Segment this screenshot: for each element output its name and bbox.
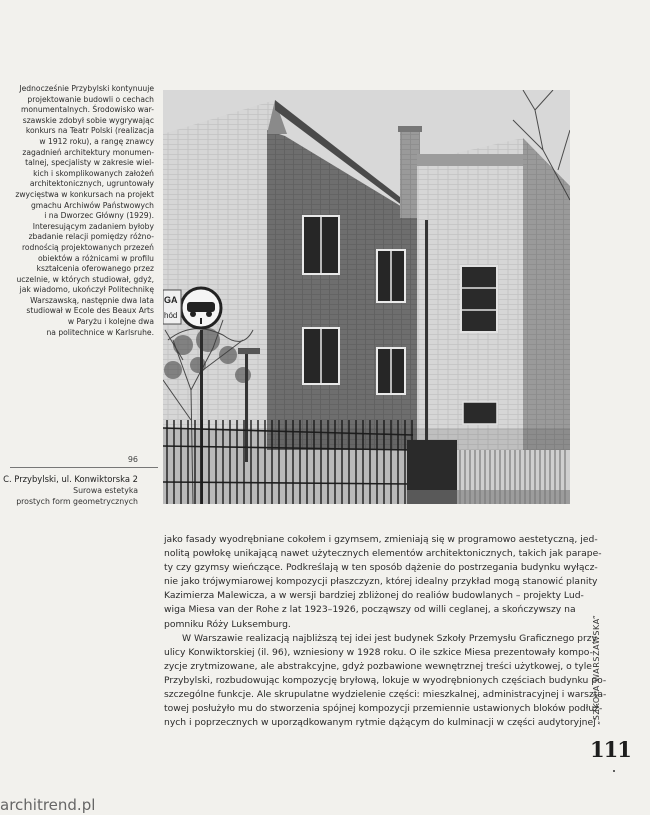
body-line: ty czy gzymsy wieńczące. Podkreślają w ten sposób dążenie do postrzegania budynku wyłącz- [164,562,598,574]
side-note-line: projektowanie budowli o cechach [27,94,154,104]
side-note-line: kich i skomplikowanych założeń [33,168,154,178]
side-note [4,84,154,338]
watermark: architrend.pl [0,796,96,814]
page-number: 111 [590,737,631,762]
running-head-text: „SZKOŁA WARSZAWSKA” [592,614,601,725]
side-note-line: kształcenia oferowanego przez [36,264,154,274]
page-dot [613,770,615,772]
body-line: nych i poprzecznych w uporządkowanym rytmie dążącym do kulminacji w części audytoryjnej [164,717,596,729]
caption-divider [10,467,158,468]
side-note-line: konkurs na Teatr Polski (realizacja [25,126,154,136]
body-line: W Warszawie realizacją najbliższą tej idei jest budynek Szkoły Przemysłu Graficznego przy [182,632,597,644]
side-note-line: gmachu Archiwów Państwowych [30,200,154,210]
side-note-line: jak wiadomo, ukończył Politechnikę [19,285,154,295]
side-note-line: w 1912 roku), a rangę znawcy [39,136,154,146]
body-line: towej posłużyło mu do stworzenia spójnej kompozycji przemiennie ustawionych bloków podłuż- [164,703,603,715]
caption-subtitle-line: Surowa estetyka [73,486,138,495]
building-photo [163,90,570,504]
body-line: jako fasady wyodrębniane cokołem i gzymsem, zmieniają się w programowo aestetyczną, jed- [164,534,598,545]
side-note-line: rodnością projektowanych przezeń [21,242,154,252]
side-note-line: i na Dworzec Główny (1929). [44,211,154,221]
running-head [592,614,608,725]
side-note-line: zwycięstwa w konkursach na projekt [15,189,154,199]
side-note-line: szawskie zdobył sobie wygrywając [22,115,154,125]
figure-number: 96 [127,455,138,464]
side-note-line: Jednocześnie Przybylski kontynuuje [19,84,154,93]
side-note-line: w Paryżu i kolejne dwa [67,317,154,327]
body-line: pomniku Róży Luksemburg. [164,618,291,630]
side-note-line: architektonicznych, ugruntowały [29,179,154,189]
body-line: szczególne funkcje. Ale skrupulatne wydzielenie części: mieszkalnej, administracyjnej i warszta- [164,689,607,701]
side-note-line: monumentalnych. Środowisko war- [20,105,154,115]
figure-caption-title: C. Przybylski, ul. Konwiktorska 2 [3,474,138,484]
side-note-line: Interesującym zadaniem byłoby [32,221,154,231]
sign-text: GA [164,295,178,305]
body-line: Kazimierza Malewicza, a w wersji bardziej zbliżonej do realiów budowlanych – projekty Lud- [164,590,584,602]
side-note-line: na politechnice w Karlsruhe. [46,327,154,337]
side-note-line: Warszawską, następnie dwa lata [30,295,154,305]
body-line: Przybylski, rozbudowując kompozycję bryłową, lokuje w wyodrębnionych częściach budynku po- [164,674,607,686]
side-note-line: talnej, specjalisty w zakresie wiel- [25,158,154,168]
body-line: nolitą powłokę unikającą nawet użytecznych elementów architektonicznych, takich jak parape- [164,548,602,560]
body-line: nie jako trójwymiarowej kompozycji płaszczyzn, której idealny przykład mogą stanowić planity [164,576,598,588]
sign-text: hód [164,311,178,320]
figure-caption-subtitle [0,486,138,507]
side-note-line: zbadanie relacji pomiędzy różno- [28,232,154,242]
side-note-line: zagadnień architektury monumen- [22,147,154,157]
side-note-line: obiektów a różnicami w profilu [38,253,154,263]
side-note-line: uczelnie, w których studiował, gdyż, [16,274,154,284]
body-line: wiga Miesa van der Rohe z lat 1923–1926, począwszy od willi ceglanej, a skończywszy na [164,604,576,616]
side-note-line: studiował w Ecole des Beaux Arts [26,306,154,316]
caption-subtitle-line: prostych form geometrycznych [16,496,138,506]
body-line: ulicy Konwiktorskiej (il. 96), wzniesiony w 1928 roku. O ile szkice Miesa prezentowały kompo- [164,646,593,658]
body-line: zycje zrytmizowane, ale abstrakcyjne, gdyż pozbawione wewnętrznej treści użytkowej, o tyle [164,660,592,672]
